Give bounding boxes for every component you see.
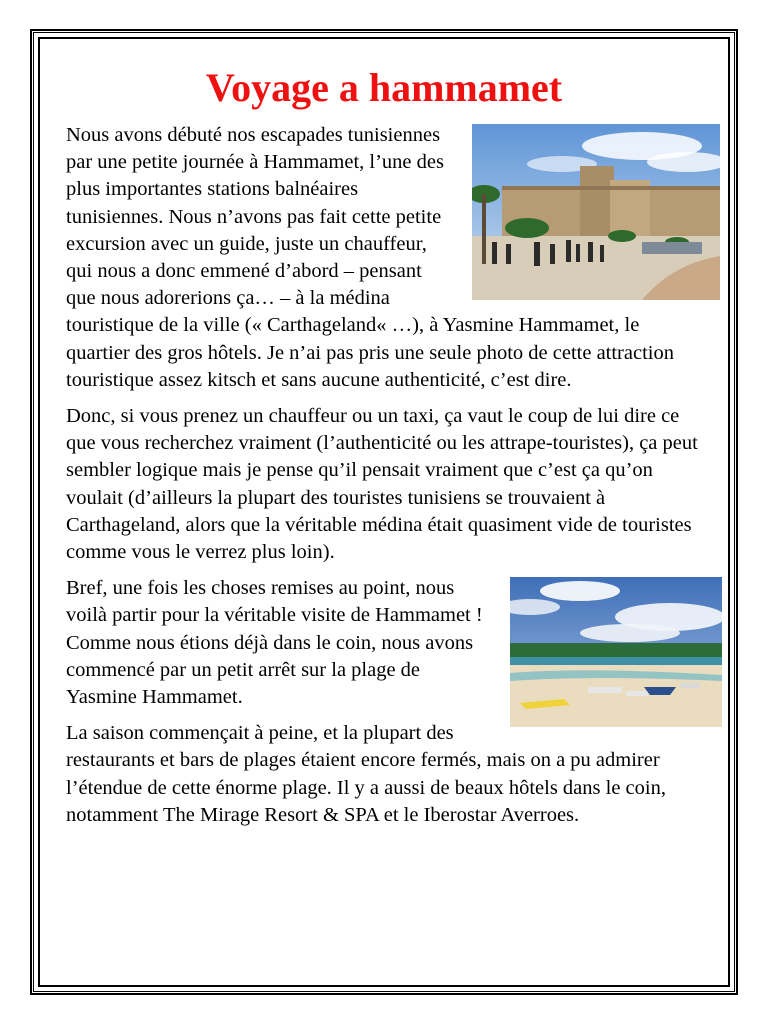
medina-fortress-photo: [472, 124, 720, 300]
document-title: Voyage a hammamet: [205, 65, 563, 110]
document-body: [66, 62, 702, 838]
paragraph-4: La saison commençait à peine, et la plupart des restaurants et bars de plages étaient encore fermés, mais on a pu admirer l’étendue de cette énorme plage. Il y a aussi de beaux hôtels dans le coin, notamment The Mirage Resort & SPA et le Iberostar Averroes.: [66, 722, 666, 826]
paragraph-2: Donc, si vous prenez un chauffeur ou un taxi, ça vaut le coup de lui dire ce que vous recherchez vraiment (l’authenticité ou les attrape-touristes), ça peut sembler logique mais je pense qu’il pensait vraiment que c’est ça qu’on voulait (d’ailleurs la plupart des touristes tunisiens se trouvaient à Carthageland, alors que la véritable médina était quasiment vide de touristes comme vous le verrez plus loin).: [66, 405, 698, 564]
beach-photo: [510, 577, 722, 727]
beach-illustration: [510, 577, 722, 727]
paragraph-3: Bref, une fois les choses remises au point, nous voilà partir pour la véritable visite de Hammamet ! Comme nous étions déjà dans le coin, nous avons commencé par un petit arrêt sur la plage de Yasmine Hammamet.: [66, 577, 483, 709]
paragraph-1: Nous avons débuté nos escapades tunisiennes par une petite journée à Hammamet, l’une des plus importantes stations balnéaires tunisiennes. Nous n’avons pas fait cette petite excursion avec un guide, juste un chauffeur, qui nous a donc emmené d’abord – pensant que nous adorerions ça… – à la médina touristique de la ville (« Carthageland« …), à Yasmine Hammamet, le quartier des gros hôtels. Je n’ai pas pris une seule photo de cette attraction touristique assez kitsch et sans aucune authenticité, c’est dire.: [66, 124, 674, 391]
fortress-illustration: [472, 124, 720, 300]
